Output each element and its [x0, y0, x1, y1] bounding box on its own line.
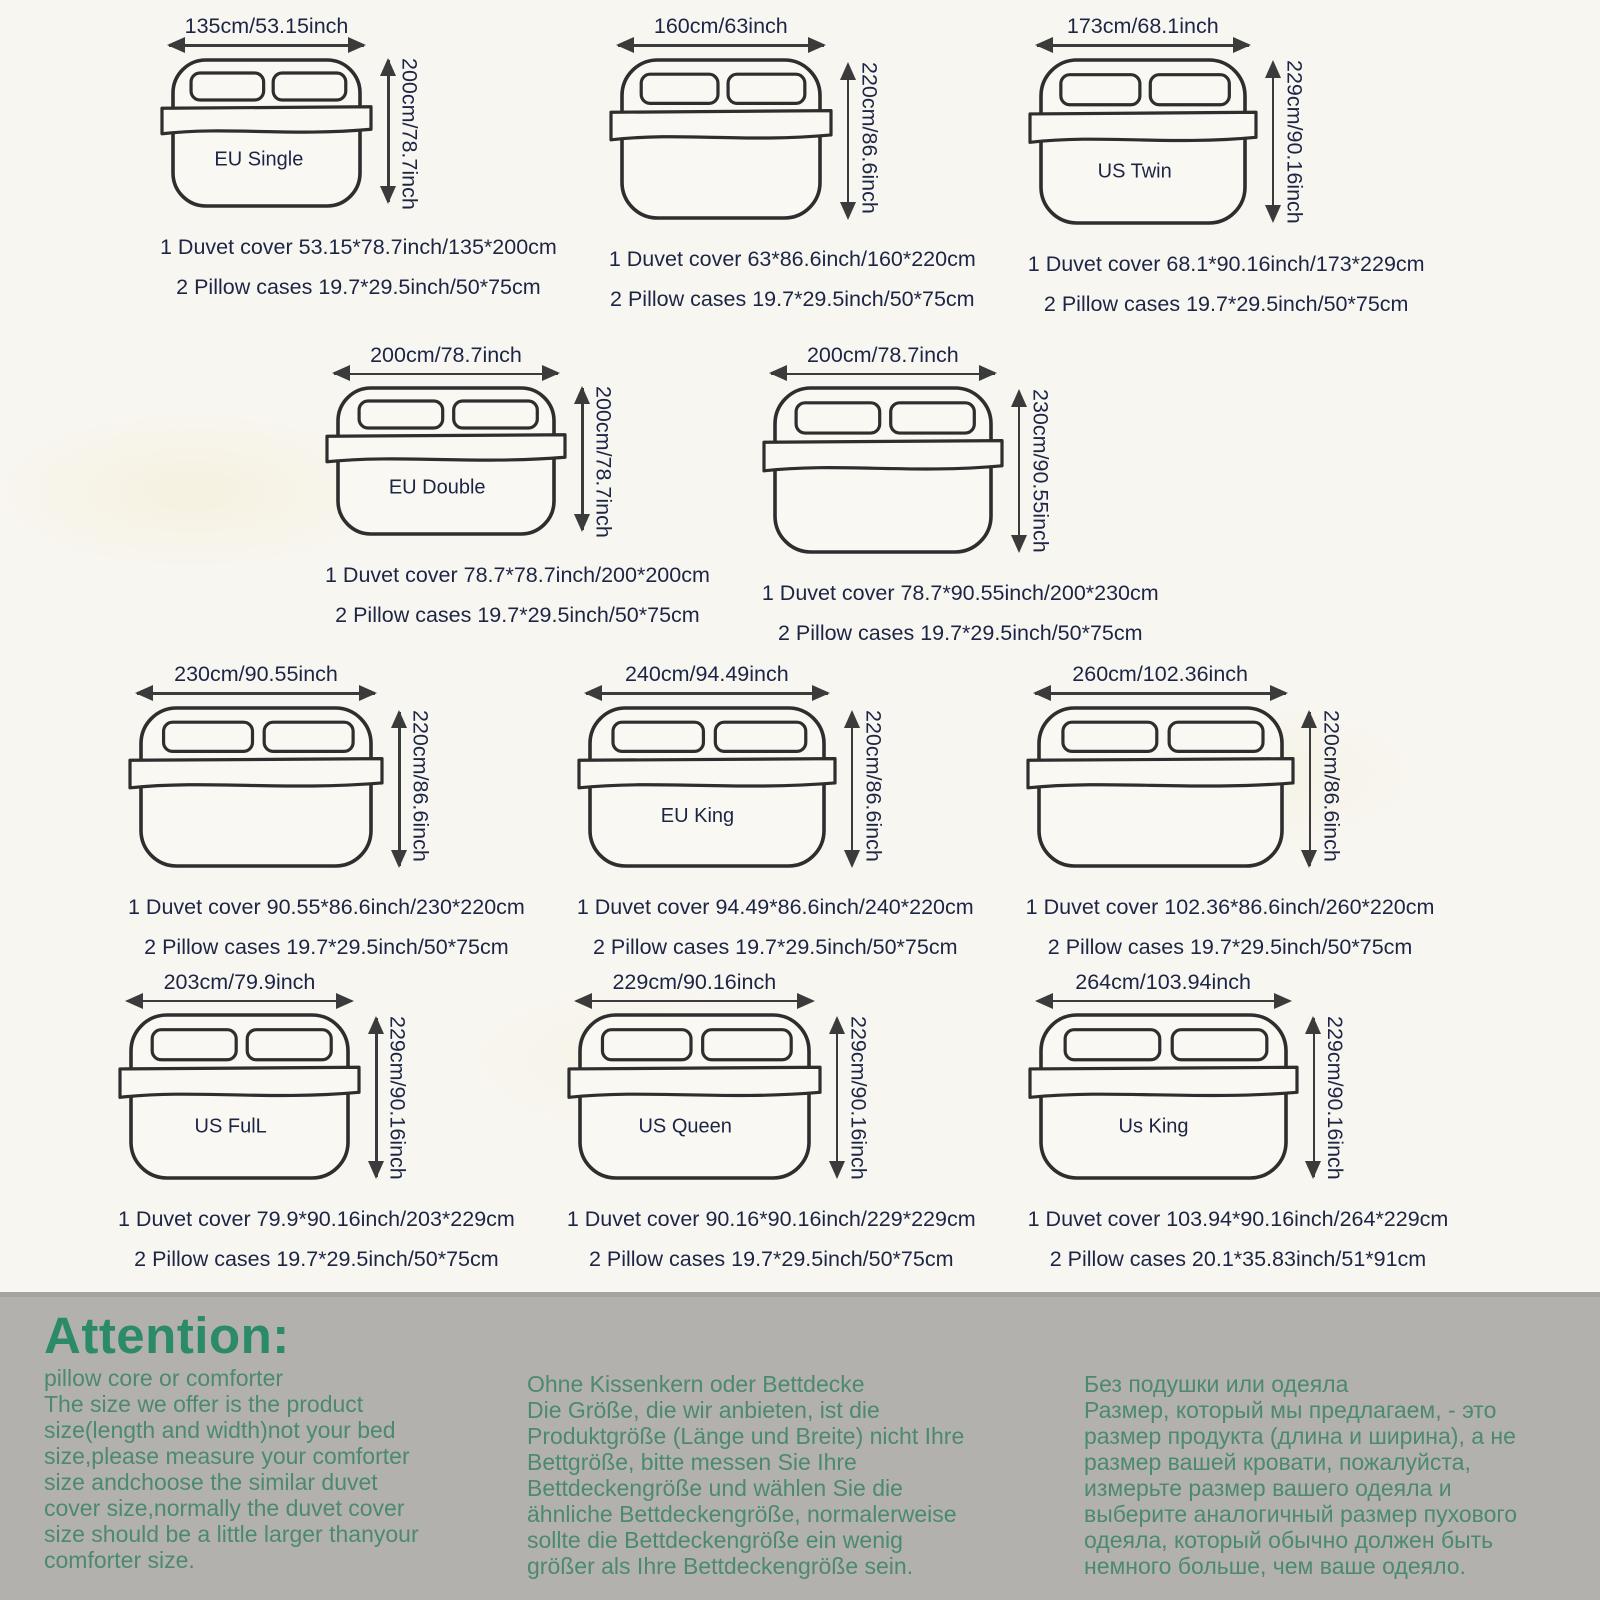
height-dimension [1309, 708, 1344, 866]
bed-illustration [1026, 703, 1295, 871]
bed-name-label: EU Double [388, 476, 486, 499]
attention-body-german [527, 1371, 1072, 1579]
bed-and-height [325, 383, 616, 539]
height-dimension [581, 384, 616, 538]
bed-width-label: 160cm/63inch [653, 14, 788, 38]
duvet-fold-band [327, 435, 565, 462]
height-dimension [375, 1014, 410, 1180]
pillow-cases-size-text: 2 Pillow cases 19.7*29.5inch/50*75cm [610, 286, 975, 311]
bed-width-label: 203cm/79.9inch [163, 969, 316, 994]
bed-illustration [567, 1010, 822, 1183]
bed-set-description [118, 1183, 567, 1272]
attention-line: Без подушки или одеяла [1084, 1371, 1349, 1397]
bed-name-label: US Queen [638, 1115, 732, 1138]
bed-and-height [567, 1010, 871, 1183]
height-arrow [375, 1018, 378, 1177]
height-arrow [1018, 391, 1021, 551]
attention-line: comforter size. [44, 1546, 195, 1573]
bed-illustration [1028, 1010, 1299, 1183]
attention-line: größer als Ihre Bettdeckengröße sein. [527, 1553, 914, 1579]
pillow-icon [1063, 722, 1157, 751]
width-dimension [1026, 662, 1295, 703]
duvet-fold-band [162, 106, 371, 133]
bed-set-description [577, 871, 1026, 960]
attention-line: немного больше, чем ваше одеяло. [1084, 1553, 1466, 1579]
bed-illustration [1028, 55, 1258, 228]
bed-height-label: 220cm/86.6inch [408, 709, 433, 862]
attention-line: pillow core or comforter [44, 1364, 284, 1391]
bed-set-description [1026, 871, 1487, 960]
bed-illustration [325, 383, 567, 539]
bed-width-label: 200cm/78.7inch [806, 342, 959, 367]
width-dimension [762, 343, 1004, 384]
pillow-icon [1150, 74, 1229, 104]
attention-body-english [44, 1365, 509, 1573]
duvet-cover-size-text: 1 Duvet cover 53.15*78.7inch/135*200cm [160, 234, 557, 259]
attention-line: измерьте размер вашего одеяла и [1084, 1475, 1452, 1501]
duvet-cover-size-text: 1 Duvet cover 79.9*90.16inch/203*229cm [118, 1207, 515, 1232]
bed-illustration [577, 703, 837, 871]
bed-height-label: 200cm/78.7inch [397, 57, 422, 210]
attention-line: Ohne Kissenkern oder Bettdecke [527, 1371, 865, 1397]
bed-and-height [1028, 1010, 1348, 1183]
duvet-fold-band [611, 110, 831, 139]
width-dimension [118, 970, 361, 1011]
height-dimension [836, 1014, 871, 1180]
duvet-cover-size-text: 1 Duvet cover 103.94*90.16inch/264*229cm [1027, 1207, 1449, 1232]
attention-line: размер продукта (длина и ширина), а не [1084, 1423, 1516, 1449]
bed-and-height [160, 55, 422, 211]
pillow-icon [796, 403, 880, 433]
pillow-cases-size-text: 2 Pillow cases 19.7*29.5inch/50*75cm [592, 934, 958, 959]
bed-and-height [1026, 703, 1344, 871]
width-dimension [128, 662, 384, 703]
height-arrow [398, 712, 401, 866]
bed-diagram-us-queen [567, 970, 1028, 1273]
bed-height-label: 220cm/86.6inch [857, 61, 882, 214]
attention-line: Bettgröße, bitte messen Sie Ihre [527, 1449, 857, 1475]
height-arrow [836, 1018, 839, 1177]
bed-width-label: 230cm/90.55inch [174, 662, 338, 687]
height-arrow [851, 712, 854, 866]
width-dimension [160, 14, 373, 55]
pillow-icon [613, 722, 703, 751]
bed-set-description [325, 539, 762, 628]
width-dimension [567, 970, 822, 1011]
bed-and-height [1028, 55, 1307, 228]
bed-diagram-eu-single [160, 14, 609, 300]
bed-set-description [609, 223, 1028, 312]
height-dimension [398, 708, 433, 866]
duvet-cover-size-text: 1 Duvet cover 94.49*86.6inch/240*220cm [576, 894, 974, 919]
pillow-icon [702, 1030, 791, 1060]
attention-line: Bettdeckengröße und wählen Sie die [527, 1475, 903, 1501]
bed-set-description [160, 211, 609, 300]
height-dimension [1313, 1014, 1348, 1180]
attention-column-english [44, 1305, 509, 1580]
height-arrow [847, 64, 850, 218]
bed-name-label: Us King [1118, 1115, 1189, 1138]
duvet-cover-size-text: 1 Duvet cover 90.55*86.6inch/230*220cm [128, 894, 525, 919]
height-arrow [387, 60, 390, 202]
duvet-cover-size-text: 1 Duvet cover 102.36*86.6inch/260*220cm [1025, 894, 1435, 919]
bed-width-label: 229cm/90.16inch [612, 969, 777, 994]
attention-body-russian [1084, 1371, 1564, 1579]
bed-diagram-eu-double [325, 343, 762, 629]
height-dimension [1018, 387, 1053, 553]
bed-width-label: 135cm/53.15inch [184, 14, 349, 38]
width-arrow [1037, 44, 1249, 47]
pillow-cases-size-text: 2 Pillow cases 19.7*29.5inch/50*75cm [335, 603, 700, 628]
pillow-icon [264, 722, 353, 751]
pillow-cases-size-text: 2 Pillow cases 19.7*29.5inch/50*75cm [1047, 934, 1413, 959]
attention-column-russian [1084, 1305, 1564, 1580]
pillow-icon [602, 1030, 691, 1060]
width-dimension [1028, 970, 1299, 1011]
width-dimension [609, 14, 833, 55]
attention-line: Produktgröße (Länge und Breite) nicht Ihre [527, 1423, 965, 1449]
bed-illustration [118, 1010, 361, 1183]
bed-height-label: 200cm/78.7inch [591, 386, 616, 539]
pillow-icon [641, 74, 718, 103]
bed-height-label: 220cm/86.6inch [861, 709, 886, 862]
width-arrow [1037, 1000, 1290, 1003]
pillow-icon [1172, 1030, 1267, 1060]
duvet-cover-size-text: 1 Duvet cover 90.16*90.16inch/229*229cm [566, 1207, 976, 1232]
attention-line: ähnliche Bettdeckengröße, normalerweise [527, 1501, 957, 1527]
width-arrow [127, 1000, 352, 1003]
bed-height-label: 230cm/90.55inch [1028, 389, 1053, 554]
attention-panel [0, 1292, 1600, 1600]
bed-set-description [762, 557, 1211, 646]
attention-line: The size we offer is the product [44, 1390, 364, 1417]
duvet-fold-band [130, 758, 382, 787]
bed-width-label: 264cm/103.94inch [1075, 969, 1251, 994]
pillow-cases-size-text: 2 Pillow cases 19.7*29.5inch/50*75cm [1043, 291, 1409, 316]
height-arrow [1272, 62, 1275, 221]
bed-height-label: 229cm/90.16inch [1323, 1016, 1348, 1180]
width-dimension [1028, 14, 1258, 55]
width-arrow [586, 692, 828, 695]
pillow-icon [273, 73, 346, 100]
pillow-icon [247, 1030, 331, 1060]
bed-width-label: 240cm/94.49inch [624, 662, 789, 687]
bed-row-4 [0, 960, 1600, 1273]
bed-and-height [609, 55, 882, 223]
bed-diagram-260x220 [1026, 662, 1487, 960]
bed-row-2 [0, 317, 1600, 647]
width-arrow [137, 692, 375, 695]
attention-line: Die Größe, die wir anbieten, ist die [527, 1397, 880, 1423]
width-arrow [1035, 692, 1286, 695]
pillow-cases-size-text: 2 Pillow cases 19.7*29.5inch/50*75cm [134, 1247, 499, 1272]
bed-name-label: EU Single [214, 147, 304, 170]
pillow-cases-size-text: 2 Pillow cases 19.7*29.5inch/50*75cm [588, 1247, 954, 1272]
pillow-icon [359, 401, 443, 428]
attention-heading: Attention: [44, 1307, 290, 1364]
pillow-icon [891, 403, 975, 433]
width-arrow [618, 44, 824, 47]
bed-and-height [118, 1010, 410, 1183]
height-dimension [851, 708, 886, 866]
pillow-icon [1169, 722, 1263, 751]
duvet-fold-band [579, 758, 835, 787]
bed-set-description [1028, 1183, 1501, 1272]
attention-line: размер вашей кровати, пожалуйста, [1084, 1449, 1471, 1475]
bed-name-label: US Twin [1097, 159, 1172, 182]
duvet-cover-size-text: 1 Duvet cover 78.7*90.55inch/200*230cm [761, 581, 1159, 606]
attention-line: выберите аналогичный размер пухового [1084, 1501, 1518, 1527]
bed-height-label: 229cm/90.16inch [385, 1016, 410, 1180]
bed-height-label: 229cm/90.16inch [1282, 60, 1307, 224]
bed-diagram-200x230 [762, 343, 1211, 647]
width-arrow [576, 1000, 813, 1003]
duvet-cover-size-text: 1 Duvet cover 68.1*90.16inch/173*229cm [1027, 251, 1425, 276]
duvet-fold-band [1030, 112, 1256, 142]
height-arrow [581, 388, 584, 530]
bed-illustration [160, 55, 373, 211]
duvet-cover-size-text: 1 Duvet cover 63*86.6inch/160*220cm [608, 246, 976, 271]
bed-height-label: 220cm/86.6inch [1319, 709, 1344, 862]
width-dimension [325, 343, 567, 384]
attention-line: sollte die Bettdeckengröße ein wenig [527, 1527, 903, 1553]
pillow-cases-size-text: 2 Pillow cases 20.1*35.83inch/51*91cm [1049, 1247, 1427, 1272]
pillow-icon [1065, 1030, 1160, 1060]
bed-illustration [128, 703, 384, 871]
attention-line: size andchoose the similar duvet [44, 1468, 378, 1495]
bed-diagram-230x220 [128, 662, 577, 960]
width-arrow [169, 44, 364, 47]
attention-line: Размер, который мы предлагаем, - это [1084, 1397, 1497, 1423]
attention-column-german [527, 1305, 1072, 1580]
bed-diagram-us-twin [1028, 14, 1477, 317]
height-dimension [847, 60, 882, 218]
attention-line: size,please measure your comforter [44, 1442, 410, 1469]
bed-row-3 [0, 646, 1600, 960]
pillow-icon [191, 73, 264, 100]
width-arrow [771, 373, 995, 376]
height-arrow [1313, 1018, 1316, 1177]
bed-set-description [1028, 228, 1477, 317]
pillow-cases-size-text: 2 Pillow cases 19.7*29.5inch/50*75cm [144, 934, 509, 959]
width-arrow [334, 373, 558, 376]
duvet-fold-band [569, 1068, 820, 1098]
height-dimension [1272, 58, 1307, 224]
attention-line: size(length and width)not your bed [44, 1416, 396, 1443]
pillow-icon [164, 722, 253, 751]
bed-diagram-us-king [1028, 970, 1501, 1273]
bed-set-description [567, 1183, 1028, 1272]
bed-diagram-160x220 [609, 14, 1028, 312]
pillow-icon [152, 1030, 236, 1060]
pillow-icon [715, 722, 805, 751]
width-dimension [577, 662, 837, 703]
duvet-fold-band [1030, 1068, 1297, 1098]
bed-illustration [609, 55, 833, 223]
bed-width-label: 260cm/102.36inch [1072, 662, 1249, 687]
bed-row-1 [0, 0, 1600, 317]
bed-name-label: US FulL [194, 1115, 267, 1138]
attention-line: size should be a little larger thanyour [44, 1520, 419, 1547]
bed-diagram-eu-king [577, 662, 1026, 960]
pillow-cases-size-text: 2 Pillow cases 19.7*29.5inch/50*75cm [778, 621, 1143, 646]
bed-and-height [577, 703, 886, 871]
pillow-cases-size-text: 2 Pillow cases 19.7*29.5inch/50*75cm [176, 274, 541, 299]
bed-diagram-us-full [118, 970, 567, 1273]
duvet-fold-band [764, 441, 1002, 471]
bed-set-description [128, 871, 577, 960]
duvet-fold-band [120, 1068, 359, 1098]
bed-and-height [128, 703, 433, 871]
height-dimension [387, 56, 422, 210]
bed-name-label: EU King [660, 804, 734, 827]
duvet-cover-size-text: 1 Duvet cover 78.7*78.7inch/200*200cm [325, 563, 710, 588]
pillow-icon [1061, 74, 1140, 104]
bed-and-height [762, 383, 1053, 557]
pillow-icon [454, 401, 538, 428]
attention-line: cover size,normally the duvet cover [44, 1494, 405, 1521]
bed-height-label: 229cm/90.16inch [846, 1016, 871, 1180]
height-arrow [1309, 712, 1312, 866]
pillow-icon [728, 74, 805, 103]
bed-illustration [762, 383, 1004, 557]
duvet-fold-band [1028, 758, 1293, 787]
bed-width-label: 173cm/68.1inch [1066, 14, 1219, 38]
bed-width-label: 200cm/78.7inch [370, 342, 522, 367]
attention-line: одеяла, который обычно должен быть [1084, 1527, 1494, 1553]
